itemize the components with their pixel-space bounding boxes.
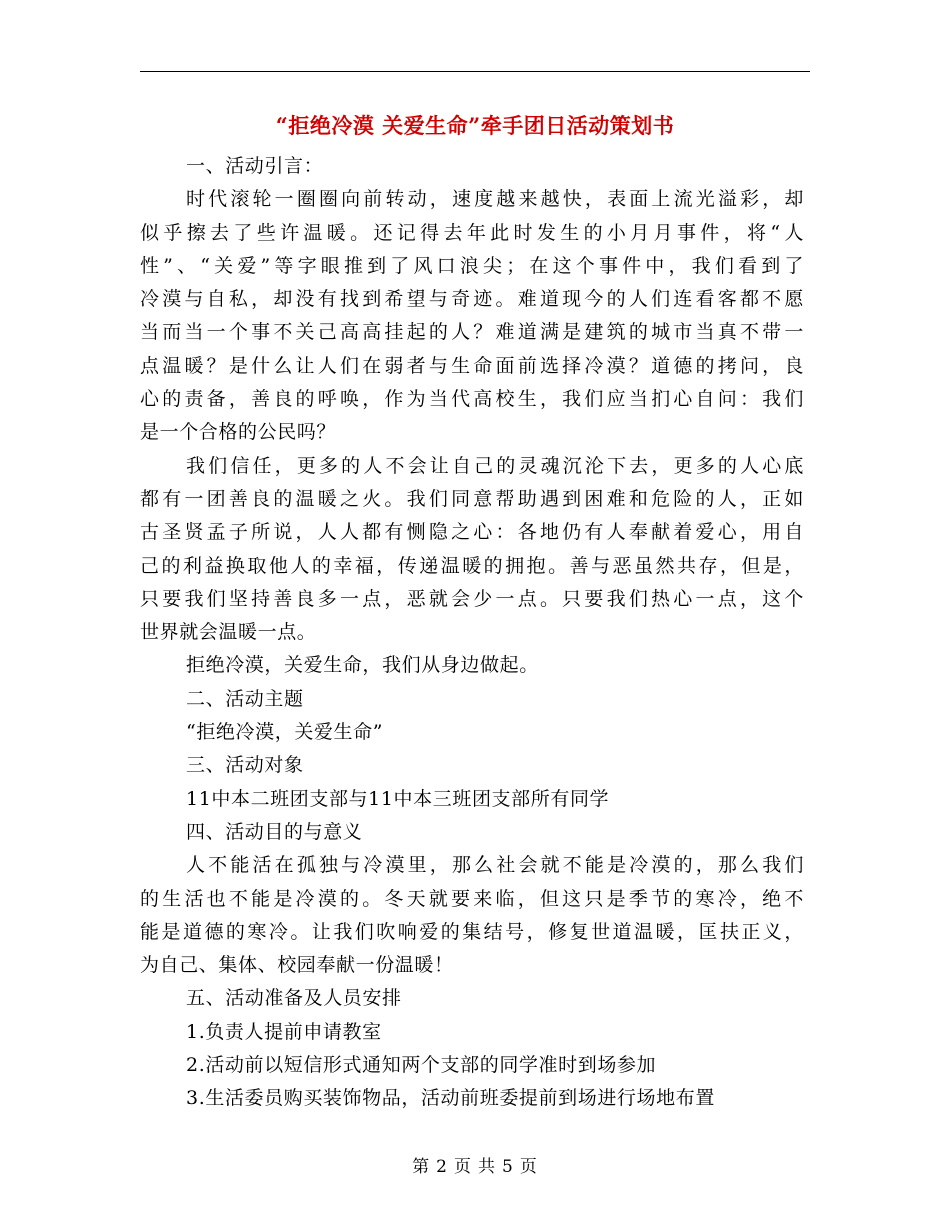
section-heading-target: 三、活动对象 [186, 754, 304, 777]
paragraph-line: 点温暖？是什么让人们在弱者与生命面前选择冷漠？道德的拷问，良 [140, 354, 804, 377]
paragraph-line: 似乎擦去了些许温暖。还记得去年此时发生的小月月事件，将“人 [140, 221, 804, 244]
page-footer [0, 1152, 950, 1177]
list-item: 1.负责人提前申请教室 [186, 1020, 382, 1043]
paragraph-line: 为自己、集体、校园奉献一份温暖！ [140, 954, 454, 977]
section-heading-theme: 二、活动主题 [186, 687, 304, 710]
list-item: 2.活动前以短信形式通知两个支部的同学准时到场参加 [186, 1054, 657, 1077]
current-page-number: 2 [436, 1157, 448, 1177]
paragraph-line: 人不能活在孤独与冷漠里，那么社会就不能是冷漠的，那么我们 [186, 854, 804, 877]
paragraph-line: 拒绝冷漠，关爱生命，我们从身边做起。 [186, 654, 539, 677]
document-body [140, 150, 804, 1116]
document-title: “拒绝冷漠 关爱生命”牵手团日活动策划书 [275, 113, 675, 138]
header-rule [140, 71, 810, 72]
paragraph-line: 古圣贤孟子所说，人人都有恻隐之心：各地仍有人奉献着爱心，用自 [140, 521, 804, 544]
paragraph-line: 心的责备，善良的呼唤，作为当代高校生，我们应当扪心自问：我们 [140, 388, 804, 411]
paragraph-line: 冷漠与自私，却没有找到希望与奇迹。难道现今的人们连看客都不愿 [140, 288, 804, 311]
target-text: 11中本二班团支部与11中本三班团支部所有同学 [186, 787, 610, 810]
theme-text: “拒绝冷漠，关爱生命” [186, 721, 384, 744]
paragraph-line: 性”、“关爱”等字眼推到了风口浪尖；在这个事件中，我们看到了 [140, 254, 804, 277]
footer-total-label: 共 [478, 1157, 496, 1177]
footer-page-label: 页 [454, 1157, 472, 1177]
paragraph-line: 是一个合格的公民吗？ [140, 421, 337, 444]
paragraph-line: 当而当一个事不关己高高挂起的人？难道满是建筑的城市当真不带一 [140, 321, 804, 344]
paragraph-line: 我们信任，更多的人不会让自己的灵魂沉沦下去，更多的人心底 [186, 454, 804, 477]
footer-suffix: 页 [519, 1157, 538, 1177]
paragraph-line: 的生活也不能是冷漠的。冬天就要来临，但这只是季节的寒冷，绝不 [140, 887, 804, 910]
paragraph-line: 能是道德的寒冷。让我们吹响爱的集结号，修复世道温暖，匡扶正义， [140, 920, 804, 943]
paragraph-line: 都有一团善良的温暖之火。我们同意帮助遇到困难和危险的人，正如 [140, 487, 804, 510]
section-heading-preparation: 五、活动准备及人员安排 [186, 987, 402, 1010]
paragraph-line: 时代滚轮一圈圈向前转动，速度越来越快，表面上流光溢彩，却 [186, 188, 804, 211]
paragraph-line: 己的利益换取他人的幸福，传递温暖的拥抱。善与恶虽然共存，但是， [140, 554, 804, 577]
total-pages-number: 5 [502, 1157, 514, 1177]
footer-prefix: 第 [412, 1157, 431, 1177]
section-heading-intro: 一、活动引言： [186, 155, 324, 177]
paragraph-line: 世界就会温暖一点。 [140, 621, 317, 644]
list-item: 3.生活委员购买装饰物品，活动前班委提前到场进行场地布置 [186, 1087, 715, 1110]
section-heading-purpose: 四、活动目的与意义 [186, 820, 363, 843]
paragraph-line: 只要我们坚持善良多一点，恶就会少一点。只要我们热心一点，这个 [140, 587, 804, 610]
